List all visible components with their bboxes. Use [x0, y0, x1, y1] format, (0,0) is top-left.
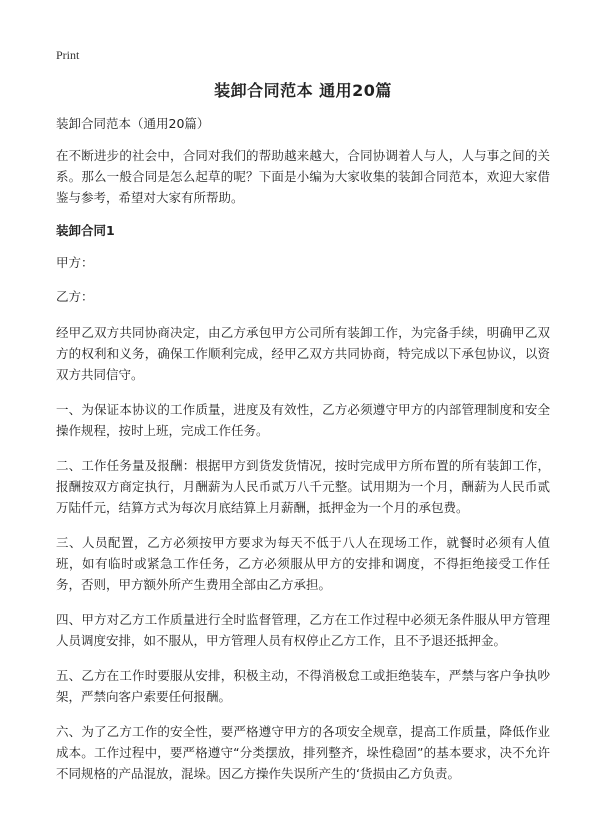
print-link[interactable]: Print [56, 48, 80, 62]
clause-2: 二、工作任务量及报酬：根据甲方到货发货情况，按时完成甲方所布置的所有装卸工作，报酬按双方商定执行，月酬薪为人民币贰万八千元整。试用期为一个月，酬薪为人民币贰万陆仟元，结算方式为每次月底结算上月薪酬，抵押金为一个月的承包费。 [56, 458, 550, 515]
clause-preamble: 经甲乙双方共同协商决定，由乙方承包甲方公司所有装卸工作，为完备手续，明确甲乙双方的权利和义务，确保工作顺利完成，经甲乙双方共同协商，特完成以下承包协议，以资双方共同信守。 [56, 325, 550, 382]
intro-paragraph: 在不断进步的社会中，合同对我们的帮助越来越大，合同协调着人与人，人与事之间的关系。那么一般合同是怎么起草的呢？下面是小编为大家收集的装卸合同范本，欢迎大家借鉴与参考，希望对大家有所帮助。 [56, 148, 550, 205]
clause-5: 五、乙方在工作时要服从安排，积极主动，不得消极怠工或拒绝装车，严禁与客户争执吵 架，严禁向客户索要任何报酬。 [56, 668, 550, 704]
clause-4: 四、甲方对乙方工作质量进行全时监督管理，乙方在工作过程中必须无条件服从甲方管理人员调度安排，如不服从，甲方管理人员有权停止乙方工作，且不予退还抵押金。 [56, 612, 550, 648]
section-heading: 装卸合同1 [56, 223, 115, 238]
clause-6: 六、为了乙方工作的安全性，要严格遵守甲方的各项安全规章，提高工作质量，降低作业成本。工作过程中，要严格遵守“分类摆放，排列整齐，垛性稳固”的基本要求，决不允许不同规格的产品混放，混垛。因乙方操作失误所产生的‘货损由乙方负责。 [56, 724, 550, 781]
document-title: 装卸合同范本 通用20篇 [214, 81, 392, 100]
party-b-line: 乙方： [56, 289, 94, 304]
document-page [56, 78, 550, 798]
party-a-line: 甲方： [56, 255, 94, 270]
clause-1: 一、为保证本协议的工作质量，进度及有效性，乙方必须遵守甲方的内部管理制度和安全操作规程，按时上班，完成工作任务。 [56, 402, 550, 438]
document-subtitle: 装卸合同范本（通用20篇） [56, 116, 210, 131]
clause-3: 三、人员配置，乙方必须按甲方要求为每天不低于八人在现场工作，就餐时必须有人值班，如有临时或紧急工作任务，乙方必须服从甲方的安排和调度，不得拒绝接受工作任务，否则，甲方额外所产生费用全部由乙方承担。 [56, 535, 550, 592]
